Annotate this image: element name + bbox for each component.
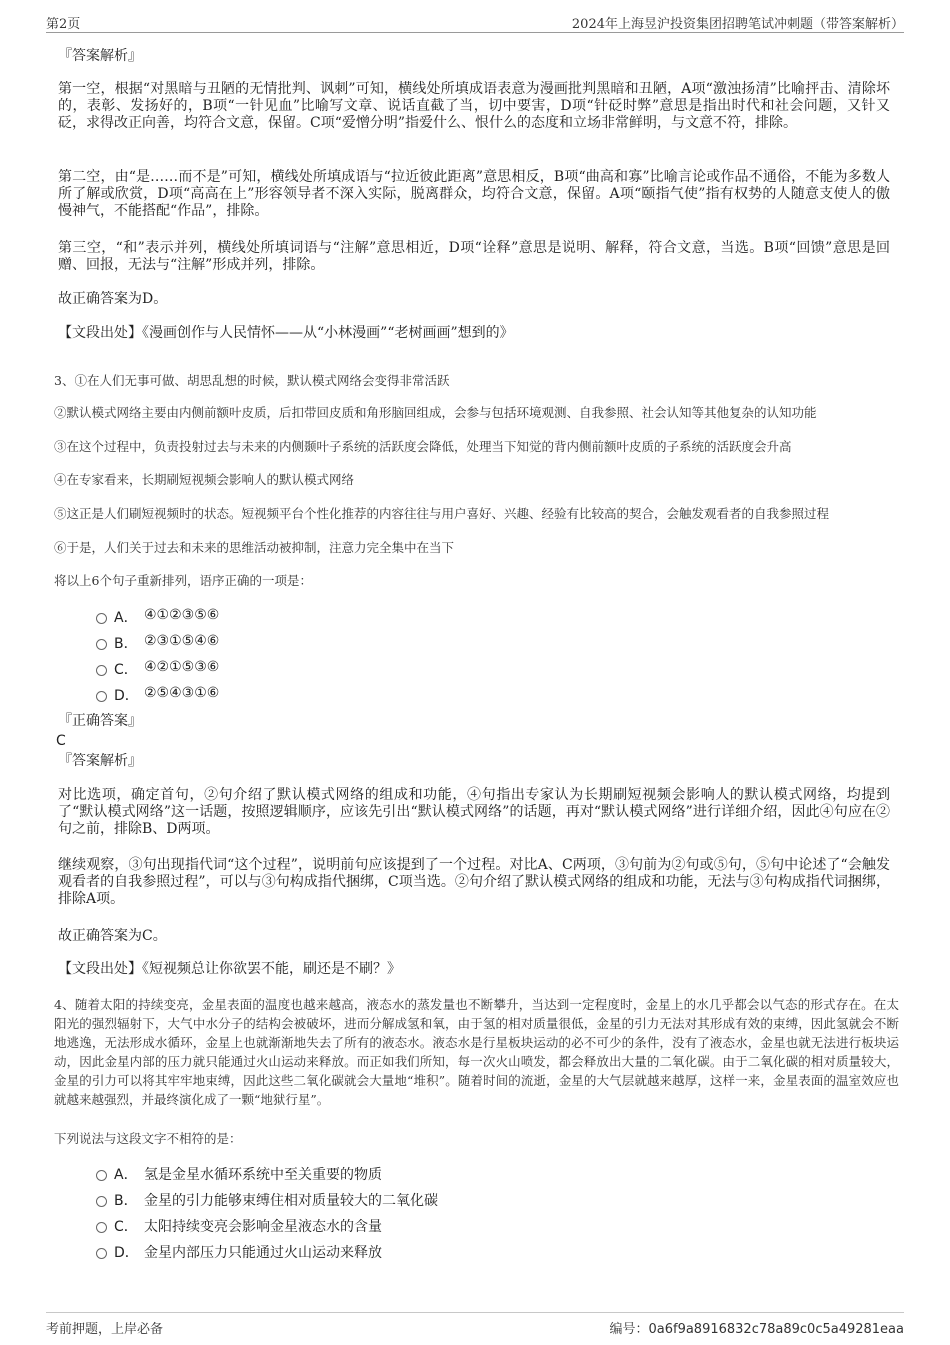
footer-code-label: 编号： (609, 1322, 649, 1337)
q2-analysis-para-3: 第三空，“和”表示并列，横线处所填词语与“注解”意思相近，D项“诠释”意思是说明、解释，符合文意，当选。B项“回馈”意思是回赠、回报，无法与“注解”形成并列，排除。 (58, 240, 890, 273)
q3-analysis-para-1: 对比选项，确定首句，②句介绍了默认模式网络的组成和功能，④句指出专家认为长期刷短视频会影响人的默认模式网络，均提到了“默认模式网络”这一话题，按照逻辑顺序，应该先引出“默认模式网络”的话题，再对“默认模式网络”进行详细介绍，因此④句应在②句之前，排除B、D两项。 (58, 787, 890, 837)
q4-prompt: 下列说法与这段文字不相符的是： (54, 1131, 242, 1146)
radio-icon[interactable] (96, 613, 107, 624)
q3-sentence-2: ②默认模式网络主要由内侧前额叶皮质，后扣带回皮质和角形脑回组成，会参与包括环境观测、自我参照、社会认知等其他复杂的认知功能 (54, 405, 817, 420)
q3-prompt: 将以上6个句子重新排列，语序正确的一项是： (54, 573, 312, 588)
q3-source: 【文段出处】《短视频总让你欲罢不能，刷还是不刷？》 (58, 961, 401, 977)
radio-icon[interactable] (96, 665, 107, 676)
q2-source: 【文段出处】《漫画创作与人民情怀——从“小林漫画”“老树画画”想到的》 (58, 325, 514, 341)
radio-icon[interactable] (96, 1248, 107, 1259)
page-footer (46, 1312, 904, 1337)
q2-analysis-para-2: 第二空，由“是……而不是”可知，横线处所填成语与“拉近彼此距离”意思相反，B项“曲高和寡”比喻言论或作品不通俗，不能为多数人所了解或欣赏，D项“高高在上”形容领导者不深入实际，脱离群众，均符合文意，保留。A项“颐指气使”指有权势的人随意支使人的傲慢神气，不能搭配“作品”，排除。 (58, 169, 890, 219)
radio-icon[interactable] (96, 691, 107, 702)
q2-analysis-label: 『答案解析』 (58, 48, 142, 64)
q3-analysis-label: 『答案解析』 (58, 753, 142, 769)
q3-analysis-para-2: 继续观察，③句出现指代词“这个过程”，说明前句应该提到了一个过程。对比A、C两项，③句前为②句或⑤句，⑤句中论述了“会触发观看者的自我参照过程”，可以与③句构成指代捆绑，C项当选。②句介绍了默认模式网络的组成和功能，无法与③句构成指代词捆绑，排除A项。 (58, 857, 890, 907)
radio-icon[interactable] (96, 1196, 107, 1207)
q3-sentence-3: ③在这个过程中，负责投射过去与未来的内侧颞叶子系统的活跃度会降低，处理当下知觉的背内侧前额叶皮质的子系统的活跃度会升高 (54, 439, 792, 454)
q3-sentence-4: ④在专家看来，长期刷短视频会影响人的默认模式网络 (54, 472, 355, 487)
footer-code-value: 0a6f9a8916832c78a89c0c5a49281eaa (648, 1322, 904, 1337)
q2-analysis-para-1: 第一空，根据“对黑暗与丑陋的无情批判、讽刺”可知，横线处所填成语表意为漫画批判黑暗和丑陋，A项“激浊扬清”比喻抨击、清除坏的，表彰、发扬好的，B项“一针见血”比喻写文章、说话直截了当，切中要害，D项“针砭时弊”意思是指出时代和社会问题，又针又砭，求得改正向善，均符合文意，保留。C项“爱憎分明”指爱什么、恨什么的态度和立场非常鲜明，与文意不符，排除。 (58, 81, 890, 131)
q3-sentence-1: 3、①在人们无事可做、胡思乱想的时候，默认模式网络会变得非常活跃 (54, 373, 450, 388)
page-header (46, 10, 904, 33)
q3-sentence-5: ⑤这正是人们刷短视频时的状态。短视频平台个性化推荐的内容往往与用户喜好、兴趣、经验有比较高的契合，会触发观看者的自我参照过程 (54, 506, 830, 521)
footer-code (609, 1318, 904, 1337)
q3-sentence-6: ⑥于是，人们关于过去和未来的思维活动被抑制，注意力完全集中在当下 (54, 540, 455, 555)
q3-correct-label: 『正确答案』 (58, 713, 142, 729)
q3-conclusion: 故正确答案为C。 (58, 928, 167, 944)
radio-icon[interactable] (96, 1170, 107, 1181)
document-title: 2024年上海昱沪投资集团招聘笔试冲刺题（带答案解析） (571, 17, 904, 32)
footer-slogan: 考前押题，上岸必备 (46, 1322, 164, 1337)
radio-icon[interactable] (96, 1222, 107, 1233)
q4-passage: 4、随着太阳的持续变亮，金星表面的温度也越来越高，液态水的蒸发量也不断攀升，当达到一定程度时，金星上的水几乎都会以气态的形式存在。在太阳光的强烈辐射下，大气中水分子的结构会被破坏，进而分解成氢和氧，由于氢的相对质量很低，金星的引力无法对其形成有效的束缚，因此氢就会不断地逃逸，无法形成水循环，金星上也就渐渐地失去了所有的液态水。液态水是行星板块运动的必不可少的条件，没有了液态水，金星也就无法进行板块运动，因此金星内部的压力就只能通过火山运动来释放。而正如我们所知，每一次火山喷发，都会释放出大量的二氧化碳。由于二氧化碳的相对质量较大，金星的引力可以将其牢牢地束缚，因此这些二氧化碳就会大量地“堆积”。随着时间的流逝，金星的大气层就越来越厚，这样一来，金星表面的温室效应也就越来越强烈，并最终演化成了一颗“地狱行星”。 (54, 997, 899, 1107)
q2-conclusion: 故正确答案为D。 (58, 291, 168, 307)
radio-icon[interactable] (96, 639, 107, 650)
q3-correct-answer: C (56, 733, 66, 749)
page-number: 第2页 (46, 17, 81, 32)
